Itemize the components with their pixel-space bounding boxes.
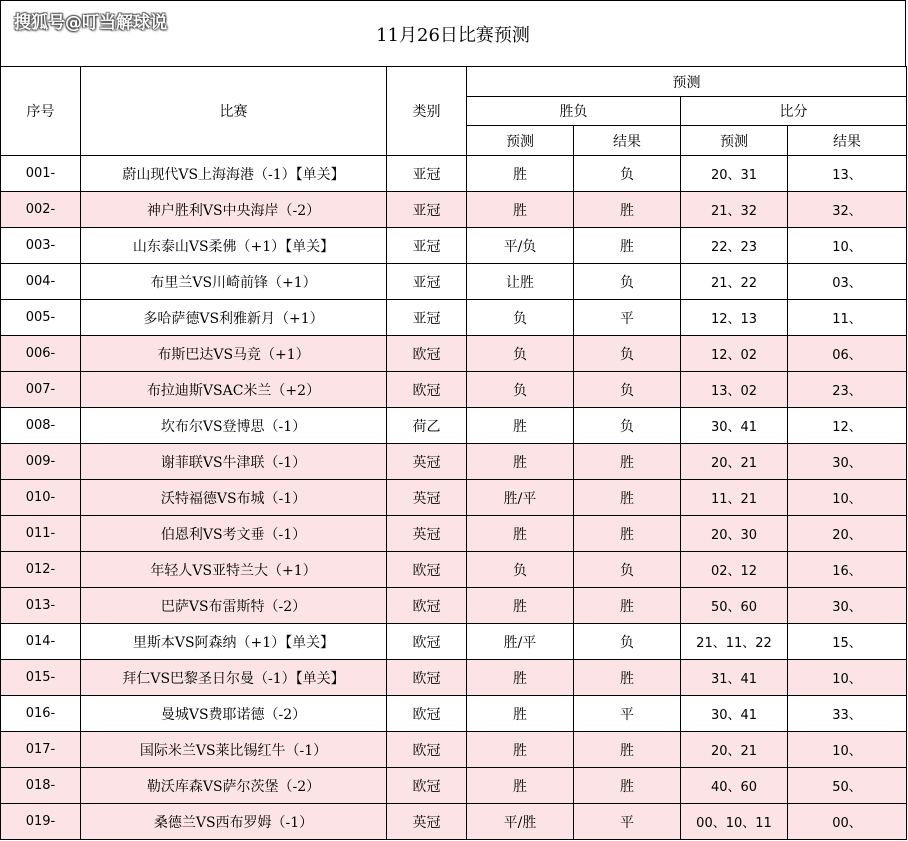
cell-wl-prediction: 负 <box>467 552 574 588</box>
cell-match: 坎布尔VS登博思（-1） <box>81 408 387 444</box>
table-row <box>1 192 907 228</box>
cell-match: 桑德兰VS西布罗姆（-1） <box>81 804 387 840</box>
table-row <box>1 264 907 300</box>
table-row <box>1 804 907 840</box>
table-row <box>1 408 907 444</box>
cell-wl-prediction: 平/负 <box>467 228 574 264</box>
cell-score-prediction: 21、32 <box>681 192 788 228</box>
cell-score-result: 32、 <box>788 192 907 228</box>
cell-score-prediction: 21、22 <box>681 264 788 300</box>
cell-score-prediction: 31、41 <box>681 660 788 696</box>
cell-wl-prediction: 平/胜 <box>467 804 574 840</box>
cell-category: 欧冠 <box>387 732 467 768</box>
cell-match: 谢菲联VS牛津联（-1） <box>81 444 387 480</box>
cell-match: 沃特福德VS布城（-1） <box>81 480 387 516</box>
cell-seq: 015- <box>1 660 81 696</box>
table-row <box>1 336 907 372</box>
cell-wl-result: 胜 <box>574 192 681 228</box>
header-win-loss: 胜负 <box>467 97 681 126</box>
cell-score-result: 10、 <box>788 660 907 696</box>
cell-wl-result: 平 <box>574 300 681 336</box>
cell-seq: 005- <box>1 300 81 336</box>
cell-seq: 014- <box>1 624 81 660</box>
cell-match: 伯恩利VS考文垂（-1） <box>81 516 387 552</box>
sheet-title: 11月26日比赛预测 <box>0 0 906 66</box>
cell-score-result: 23、 <box>788 372 907 408</box>
cell-match: 里斯本VS阿森纳（+1）【单关】 <box>81 624 387 660</box>
cell-score-prediction: 50、60 <box>681 588 788 624</box>
table-row <box>1 660 907 696</box>
cell-category: 荷乙 <box>387 408 467 444</box>
cell-score-prediction: 40、60 <box>681 768 788 804</box>
cell-wl-result: 负 <box>574 264 681 300</box>
table-row <box>1 228 907 264</box>
header-wl-result: 结果 <box>574 126 681 156</box>
cell-score-result: 06、 <box>788 336 907 372</box>
cell-seq: 013- <box>1 588 81 624</box>
table-row <box>1 372 907 408</box>
cell-wl-prediction: 负 <box>467 372 574 408</box>
header-match: 比赛 <box>81 67 387 156</box>
cell-score-prediction: 21、11、22 <box>681 624 788 660</box>
cell-score-prediction: 30、41 <box>681 408 788 444</box>
cell-wl-prediction: 胜 <box>467 156 574 192</box>
cell-seq: 004- <box>1 264 81 300</box>
cell-seq: 012- <box>1 552 81 588</box>
cell-category: 英冠 <box>387 480 467 516</box>
table-row <box>1 156 907 192</box>
cell-score-prediction: 00、10、11 <box>681 804 788 840</box>
cell-match: 年轻人VS亚特兰大（+1） <box>81 552 387 588</box>
cell-score-result: 00、 <box>788 804 907 840</box>
cell-wl-prediction: 胜 <box>467 588 574 624</box>
cell-wl-prediction: 胜 <box>467 408 574 444</box>
cell-match: 神户胜利VS中央海岸（-2） <box>81 192 387 228</box>
cell-score-prediction: 12、13 <box>681 300 788 336</box>
cell-score-result: 11、 <box>788 300 907 336</box>
cell-score-result: 30、 <box>788 588 907 624</box>
cell-score-prediction: 20、31 <box>681 156 788 192</box>
table-row <box>1 588 907 624</box>
cell-category: 欧冠 <box>387 696 467 732</box>
prediction-table <box>0 66 907 840</box>
cell-wl-result: 胜 <box>574 732 681 768</box>
cell-match: 蔚山现代VS上海海港（-1）【单关】 <box>81 156 387 192</box>
cell-match: 布斯巴达VS马竞（+1） <box>81 336 387 372</box>
cell-score-result: 30、 <box>788 444 907 480</box>
cell-wl-prediction: 胜 <box>467 660 574 696</box>
cell-category: 欧冠 <box>387 552 467 588</box>
cell-score-prediction: 20、21 <box>681 444 788 480</box>
cell-wl-prediction: 负 <box>467 336 574 372</box>
cell-wl-result: 平 <box>574 696 681 732</box>
cell-wl-result: 负 <box>574 336 681 372</box>
watermark-logo: 搜狐号@叮当解球说 <box>14 13 167 33</box>
cell-score-prediction: 13、02 <box>681 372 788 408</box>
cell-wl-prediction: 胜/平 <box>467 480 574 516</box>
cell-score-result: 10、 <box>788 228 907 264</box>
cell-score-result: 10、 <box>788 480 907 516</box>
cell-match: 勒沃库森VS萨尔茨堡（-2） <box>81 768 387 804</box>
cell-seq: 011- <box>1 516 81 552</box>
cell-seq: 010- <box>1 480 81 516</box>
cell-score-result: 33、 <box>788 696 907 732</box>
cell-score-prediction: 20、21 <box>681 732 788 768</box>
cell-score-prediction: 12、02 <box>681 336 788 372</box>
cell-wl-prediction: 胜 <box>467 192 574 228</box>
cell-seq: 016- <box>1 696 81 732</box>
cell-wl-result: 负 <box>574 624 681 660</box>
cell-seq: 018- <box>1 768 81 804</box>
cell-category: 欧冠 <box>387 660 467 696</box>
cell-match: 拜仁VS巴黎圣日尔曼（-1）【单关】 <box>81 660 387 696</box>
cell-wl-prediction: 胜 <box>467 768 574 804</box>
cell-seq: 007- <box>1 372 81 408</box>
header-score-predict: 预测 <box>681 126 788 156</box>
cell-score-result: 13、 <box>788 156 907 192</box>
cell-category: 亚冠 <box>387 156 467 192</box>
header-prediction: 预测 <box>467 67 907 97</box>
cell-score-prediction: 20、30 <box>681 516 788 552</box>
cell-score-result: 15、 <box>788 624 907 660</box>
cell-score-result: 12、 <box>788 408 907 444</box>
cell-score-result: 10、 <box>788 732 907 768</box>
cell-wl-result: 负 <box>574 408 681 444</box>
cell-wl-prediction: 负 <box>467 300 574 336</box>
cell-score-result: 50、 <box>788 768 907 804</box>
cell-category: 欧冠 <box>387 588 467 624</box>
cell-category: 亚冠 <box>387 192 467 228</box>
cell-match: 山东泰山VS柔佛（+1）【单关】 <box>81 228 387 264</box>
cell-score-prediction: 02、12 <box>681 552 788 588</box>
table-row <box>1 696 907 732</box>
cell-score-result: 03、 <box>788 264 907 300</box>
table-row <box>1 480 907 516</box>
cell-seq: 019- <box>1 804 81 840</box>
header-score: 比分 <box>681 97 907 126</box>
cell-wl-prediction: 胜 <box>467 444 574 480</box>
cell-seq: 017- <box>1 732 81 768</box>
cell-seq: 003- <box>1 228 81 264</box>
header-wl-predict: 预测 <box>467 126 574 156</box>
cell-wl-result: 胜 <box>574 660 681 696</box>
cell-seq: 008- <box>1 408 81 444</box>
cell-category: 英冠 <box>387 444 467 480</box>
cell-category: 欧冠 <box>387 372 467 408</box>
cell-wl-result: 胜 <box>574 588 681 624</box>
cell-category: 欧冠 <box>387 768 467 804</box>
cell-match: 巴萨VS布雷斯特（-2） <box>81 588 387 624</box>
table-row <box>1 516 907 552</box>
cell-score-result: 20、 <box>788 516 907 552</box>
cell-wl-result: 胜 <box>574 444 681 480</box>
table-row <box>1 444 907 480</box>
cell-score-prediction: 30、41 <box>681 696 788 732</box>
cell-match: 国际米兰VS莱比锡红牛（-1） <box>81 732 387 768</box>
cell-wl-result: 平 <box>574 804 681 840</box>
cell-seq: 006- <box>1 336 81 372</box>
cell-wl-result: 负 <box>574 552 681 588</box>
cell-match: 曼城VS费耶诺德（-2） <box>81 696 387 732</box>
table-row <box>1 552 907 588</box>
cell-wl-result: 负 <box>574 156 681 192</box>
table-row <box>1 732 907 768</box>
header-score-result: 结果 <box>788 126 907 156</box>
cell-category: 英冠 <box>387 516 467 552</box>
table-row <box>1 624 907 660</box>
cell-wl-prediction: 胜 <box>467 696 574 732</box>
cell-category: 亚冠 <box>387 300 467 336</box>
cell-seq: 001- <box>1 156 81 192</box>
cell-wl-result: 胜 <box>574 228 681 264</box>
table-body <box>1 156 907 840</box>
cell-score-prediction: 11、21 <box>681 480 788 516</box>
cell-score-result: 16、 <box>788 552 907 588</box>
cell-wl-result: 负 <box>574 372 681 408</box>
cell-wl-result: 胜 <box>574 480 681 516</box>
cell-seq: 002- <box>1 192 81 228</box>
header-category: 类别 <box>387 67 467 156</box>
header-seq: 序号 <box>1 67 81 156</box>
cell-wl-result: 胜 <box>574 768 681 804</box>
cell-wl-prediction: 胜 <box>467 516 574 552</box>
table-row <box>1 768 907 804</box>
cell-wl-prediction: 胜/平 <box>467 624 574 660</box>
cell-wl-prediction: 胜 <box>467 732 574 768</box>
table-row <box>1 300 907 336</box>
cell-match: 多哈萨德VS利雅新月（+1） <box>81 300 387 336</box>
cell-match: 布拉迪斯VSAC米兰（+2） <box>81 372 387 408</box>
cell-category: 欧冠 <box>387 336 467 372</box>
cell-category: 英冠 <box>387 804 467 840</box>
cell-match: 布里兰VS川崎前锋（+1） <box>81 264 387 300</box>
cell-score-prediction: 22、23 <box>681 228 788 264</box>
cell-category: 亚冠 <box>387 264 467 300</box>
cell-category: 亚冠 <box>387 228 467 264</box>
cell-seq: 009- <box>1 444 81 480</box>
cell-category: 欧冠 <box>387 624 467 660</box>
cell-wl-result: 胜 <box>574 516 681 552</box>
cell-wl-prediction: 让胜 <box>467 264 574 300</box>
